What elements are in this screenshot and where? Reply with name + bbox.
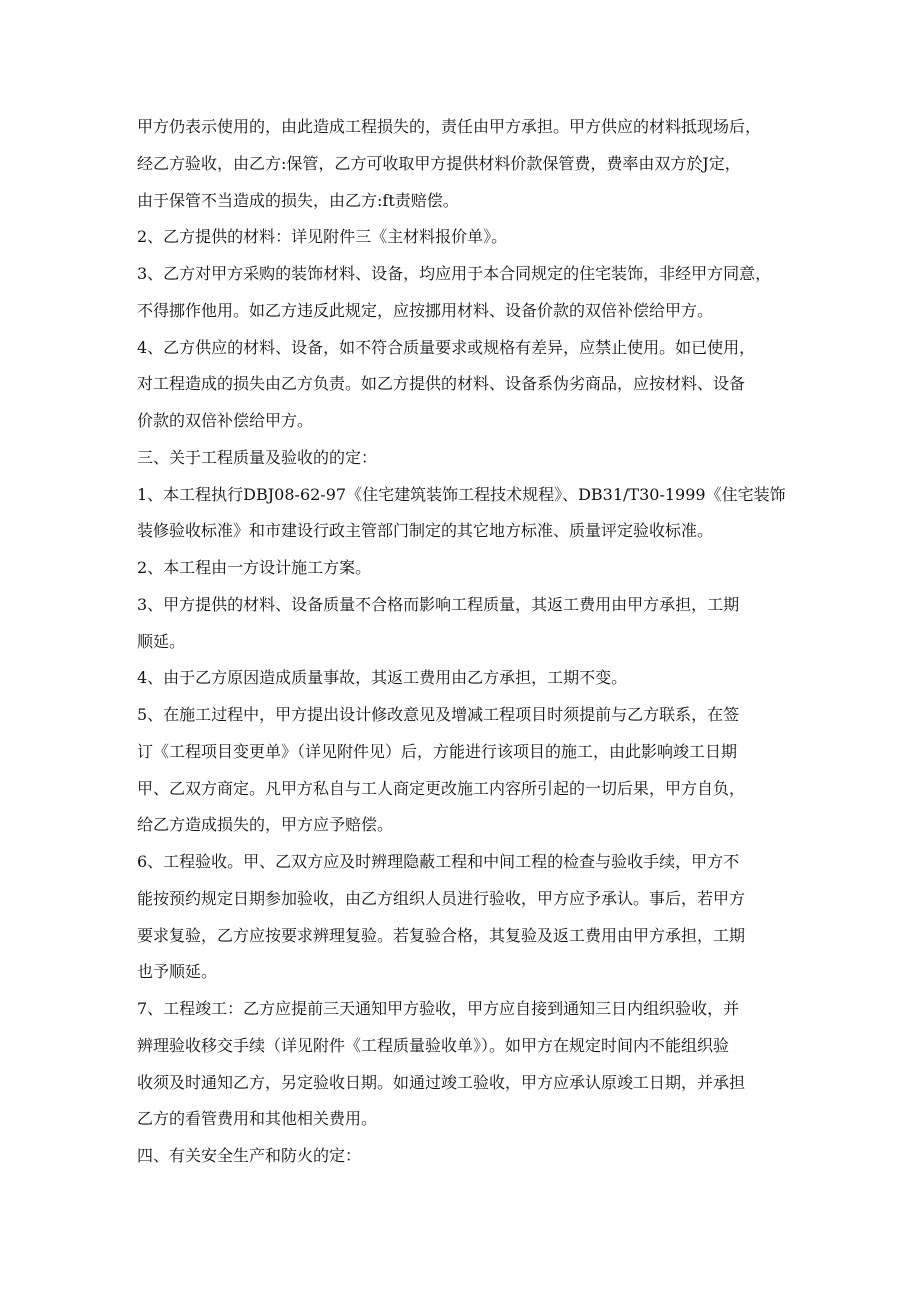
text-line: 2、乙方提供的材料：详见附件三《主材料报价单》。 [137,227,508,246]
text-line: 要求复验，乙方应按要求辨理复验。若复验合格，其复验及返工费用由甲方承担，工期 [137,926,746,945]
text-line: 不得挪作他用。如乙方违反此规定，应按挪用材料、设备价款的双倍补偿给甲方。 [137,301,714,320]
text-line: 也予顺延。 [137,962,218,981]
text-line: 甲方仍表示使用的，由此造成工程损失的，责任由甲方承担。甲方供应的材料抵现场后， [137,117,762,136]
text-line: 收须及时通知乙方，另定验收日期。如通过竣工验收，甲方应承认原竣工日期，并承担 [137,1073,746,1092]
text-line: 订《工程项目变更单》（详见附件见）后，方能进行该项目的施工，由此影响竣工日期 [137,742,738,761]
text-line: 4、由于乙方原因造成质量事故，其返工费用由乙方承担，工期不变。 [137,668,628,687]
text-line: 由于保管不当造成的损失，由乙方:ft责赔偿。 [137,191,459,210]
text-line: 经乙方验收，由乙方:保管，乙方可收取甲方提供材料价款保管费，费率由双方於J定， [137,154,741,173]
text-line: 甲、乙双方商定。凡甲方私自与工人商定更改施工内容所引起的一切后果，甲方自负， [137,779,746,798]
text-line: 3、乙方对甲方采购的装饰材料、设备，均应用于本合同规定的住宅装饰，非经甲方同意， [137,264,772,283]
section-heading: 四、有关安全生产和防火的定： [137,1146,362,1165]
text-line: 辨理验收移交手续（详见附件《工程质量验收单》）。如甲方在规定时间内不能组织验 [137,1036,730,1055]
text-line: 顺延。 [137,632,186,651]
text-line: 5、在施工过程中，甲方提出设计修改意见及增减工程项目时须提前与乙方联系，在签 [137,705,740,724]
text-line: 装修验收标准》和市建设行政主管部门制定的其它地方标准、质量评定验收标准。 [137,521,714,540]
text-line: 对工程造成的损失由乙方负责。如乙方提供的材料、设备系伪劣商品，应按材料、设备 [137,374,746,393]
section-heading: 三、关于工程质量及验收的的定： [137,448,378,467]
text-line: 能按预约规定日期参加验收，由乙方组织人员进行验收，甲方应予承认。事后，若甲方 [137,889,746,908]
text-line: 1、本工程执行DBJ08-62-97《住宅建筑装饰工程技术规程》、DB31/T30-1999《住宅装饰 [137,485,786,504]
text-line: 乙方的看管费用和其他相关费用。 [137,1109,378,1128]
text-line: 3、甲方提供的材料、设备质量不合格而影响工程质量，其返工费用由甲方承担，工期 [137,595,740,614]
text-line: 6、工程验收。甲、乙双方应及时辨理隐蔽工程和中间工程的检查与验收手续，甲方不 [137,852,740,871]
text-line: 价款的双倍补偿给甲方。 [137,411,314,430]
text-line: 7、工程竣工：乙方应提前三天通知甲方验收，甲方应自接到通知三日内组织验收，并 [137,999,740,1018]
text-line: 2、本工程由一方设计施工方案。 [137,558,372,577]
text-line: 4、乙方供应的材料、设备，如不符合质量要求或规格有差异，应禁止使用。如已使用， [137,338,756,357]
text-line: 给乙方造成损失的，甲方应予赔偿。 [137,815,394,834]
